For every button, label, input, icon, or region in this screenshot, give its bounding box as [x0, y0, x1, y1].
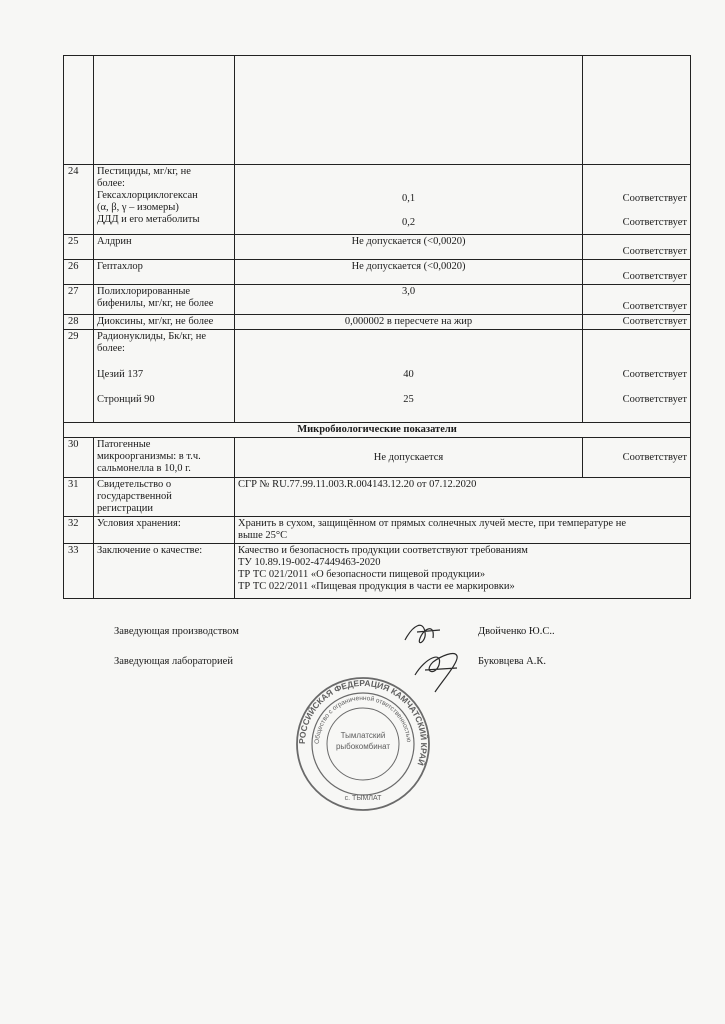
row-value: Качество и безопасность продукции соответствуют требованиям ТУ 10.89.19-002-47449463-2020 ТР ТС 021/2011 «О безопасности пищевой продукции» ТР ТС 022/2011 «Пищевая продукция в части ее маркировки»: [235, 544, 691, 599]
table-row-31: [64, 478, 691, 517]
row-result: Соответствует: [583, 260, 691, 285]
row-value: 40 25: [235, 330, 583, 423]
svg-text:РОССИЙСКАЯ ФЕДЕРАЦИЯ КАМЧАТСКИ: РОССИЙСКАЯ ФЕДЕРАЦИЯ КАМЧАТСКИЙ КРАЙ: [296, 677, 430, 767]
row-value: Не допускается (<0,0020): [235, 260, 583, 285]
table-row-30: [64, 438, 691, 478]
svg-text:Общество с ограниченной ответс: Общество с ограниченной ответственностью: [313, 694, 413, 745]
row-value: Не допускается: [235, 438, 583, 478]
row-number: 30: [64, 438, 94, 478]
table-row-27: [64, 285, 691, 315]
row-value: СГР № RU.77.99.11.003.R.004143.12.20 от 07.12.2020: [235, 478, 691, 517]
lab-manager-role: Заведующая лабораторией: [114, 656, 233, 667]
production-manager-name: Двойченко Ю.С..: [478, 626, 555, 637]
table-row-29: [64, 330, 691, 423]
svg-text:Тымлатский: Тымлатский: [340, 731, 386, 740]
row-name: Полихлорированные бифенилы, мг/кг, не более: [94, 285, 235, 315]
table-row-32: [64, 517, 691, 544]
row-name: Пестициды, мг/кг, не более: Гексахлорциклогексан (α, β, γ – изомеры) ДДД и его метаболиты: [94, 165, 235, 235]
row-name: Заключение о качестве:: [94, 544, 235, 599]
row-name: Алдрин: [94, 235, 235, 260]
section-title: Микробиологические показатели: [64, 423, 691, 438]
row-result: Соответствует: [583, 315, 691, 330]
row-value: 0,1 0,2: [235, 165, 583, 235]
table-row-continuation: [64, 56, 691, 165]
row-value: Не допускается (<0,0020): [235, 235, 583, 260]
svg-text:с. ТЫМЛАТ: с. ТЫМЛАТ: [344, 795, 382, 802]
table-row-33: [64, 544, 691, 599]
row-result: Соответствует: [583, 285, 691, 315]
table-row-26: [64, 260, 691, 285]
round-seal-stamp: [295, 676, 431, 812]
row-number: 29: [64, 330, 94, 423]
row-number: 26: [64, 260, 94, 285]
row-number: 25: [64, 235, 94, 260]
row-name: Гептахлор: [94, 260, 235, 285]
row-name: Свидетельство о государственной регистрации: [94, 478, 235, 517]
row-result: Соответствует: [583, 235, 691, 260]
svg-text:рыбокомбинат: рыбокомбинат: [335, 742, 391, 751]
row-value: 0,000002 в пересчете на жир: [235, 315, 583, 330]
row-name: Патогенные микроорганизмы: в т.ч. сальмонелла в 10,0 г.: [94, 438, 235, 478]
row-number: 24: [64, 165, 94, 235]
row-value: 3,0: [235, 285, 583, 315]
certificate-table: [63, 55, 691, 599]
row-number: 27: [64, 285, 94, 315]
row-result: Соответствует: [583, 438, 691, 478]
row-value: Хранить в сухом, защищённом от прямых солнечных лучей месте, при температуре не выше 25°С: [235, 517, 691, 544]
row-number: 33: [64, 544, 94, 599]
row-name: Условия хранения:: [94, 517, 235, 544]
row-number: 31: [64, 478, 94, 517]
table-section-header: [64, 423, 691, 438]
row-result: Соответствует Соответствует: [583, 165, 691, 235]
production-manager-role: Заведующая производством: [114, 626, 239, 637]
row-name: Диоксины, мг/кг, не более: [94, 315, 235, 330]
table-row-25: [64, 235, 691, 260]
table-row-28: [64, 315, 691, 330]
table-row-24: [64, 165, 691, 235]
row-name: Радионуклиды, Бк/кг, не более: Цезий 137 Стронций 90: [94, 330, 235, 423]
row-number: 28: [64, 315, 94, 330]
row-result: Соответствует Соответствует: [583, 330, 691, 423]
lab-manager-name: Буковцева А.К.: [478, 656, 547, 667]
row-number: 32: [64, 517, 94, 544]
